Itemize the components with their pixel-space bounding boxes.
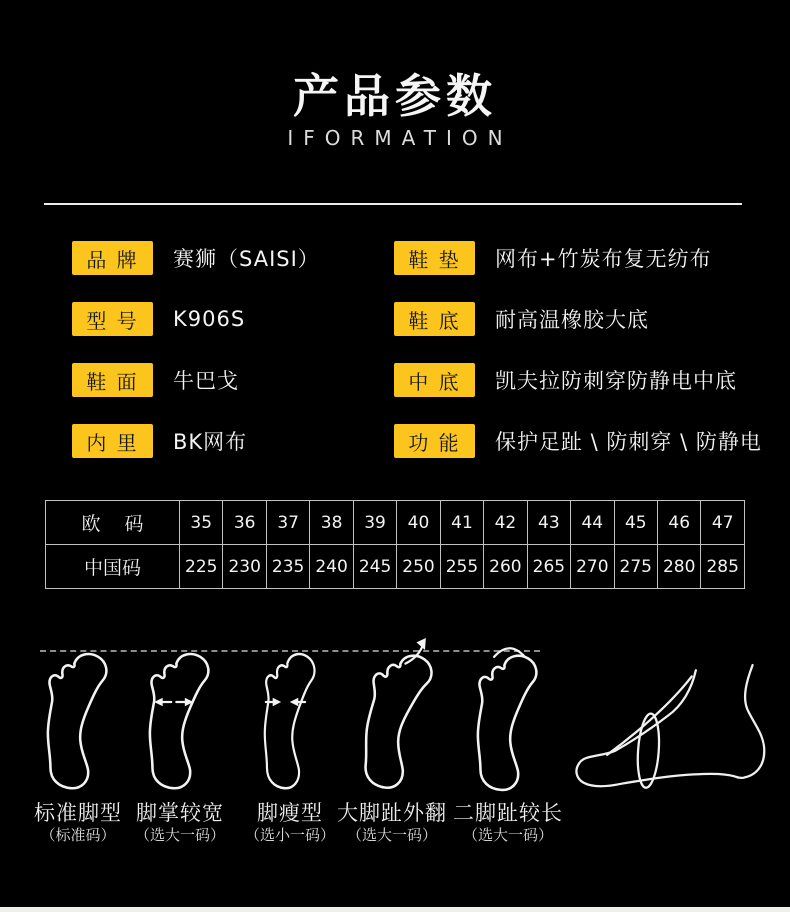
size-cell: 260	[484, 545, 527, 589]
spec-row-midsole	[394, 363, 737, 397]
size-cell: 240	[310, 545, 353, 589]
spec-label-badge: 鞋 垫	[394, 241, 475, 275]
spec-row-lining	[72, 424, 247, 458]
footprint-narrow-icon	[247, 650, 341, 795]
spec-row-upper	[72, 363, 239, 397]
foot-type-name: 二脚趾较长	[453, 801, 563, 825]
footprint-standard-icon	[35, 650, 129, 795]
size-cell: 265	[527, 545, 570, 589]
size-cell: 36	[223, 501, 266, 545]
bottom-edge-strip	[0, 907, 790, 912]
size-cell: 250	[397, 545, 440, 589]
size-cell: 41	[440, 501, 483, 545]
size-cell: 280	[657, 545, 700, 589]
size-cell: 285	[701, 545, 745, 589]
spec-value: K906S	[173, 307, 246, 331]
size-cell: 43	[527, 501, 570, 545]
footprint-bunion-icon	[349, 650, 443, 795]
size-cell: 44	[571, 501, 614, 545]
spec-value: 耐高温橡胶大底	[495, 308, 649, 332]
spec-label-badge: 内 里	[72, 424, 153, 458]
size-cell: 235	[266, 545, 309, 589]
spec-label-badge: 型 号	[72, 302, 153, 336]
width-expand-arrows-icon	[154, 698, 193, 707]
size-row-header: 中国码	[46, 545, 180, 589]
page-subtitle: IFORMATION	[287, 126, 513, 150]
foot-type-note: （选大一码）	[346, 826, 437, 844]
spec-label-badge: 功 能	[394, 424, 475, 458]
size-cell: 270	[571, 545, 614, 589]
size-cell: 45	[614, 501, 657, 545]
spec-value: 网布+竹炭布复无纺布	[495, 247, 712, 271]
size-cell: 40	[397, 501, 440, 545]
foot-type-name: 标准脚型	[34, 801, 122, 825]
spec-value: 保护足趾 \ 防刺穿 \ 防静电	[495, 430, 762, 454]
spec-row-model	[72, 302, 245, 336]
spec-row-outsole	[394, 302, 649, 336]
foot-type-note: （选大一码）	[462, 826, 553, 844]
size-row-cn	[46, 545, 745, 589]
spec-label-badge: 品 牌	[72, 241, 153, 275]
big-toe-rotate-arrow-icon	[405, 638, 425, 664]
foot-side-profile-icon	[568, 662, 768, 794]
spec-row-brand	[72, 241, 320, 275]
size-cell: 42	[484, 501, 527, 545]
size-cell: 255	[440, 545, 483, 589]
spec-value: 赛狮（SAISI）	[173, 247, 320, 271]
size-cell: 275	[614, 545, 657, 589]
page-title: 产品参数	[293, 69, 497, 123]
size-cell: 225	[180, 545, 223, 589]
size-row-eu	[46, 501, 745, 545]
spec-label-badge: 鞋 底	[394, 302, 475, 336]
spec-value: 牛巴戈	[173, 369, 239, 393]
size-cell: 37	[266, 501, 309, 545]
footprint-wide-icon	[137, 650, 231, 795]
size-cell: 230	[223, 545, 266, 589]
foot-type-note: （标准码）	[40, 826, 116, 844]
size-cell: 38	[310, 501, 353, 545]
spec-value: 凯夫拉防刺穿防静电中底	[495, 369, 737, 393]
size-cell: 47	[701, 501, 745, 545]
size-row-header: 欧 码	[46, 501, 180, 545]
footprint-long-second-toe-icon	[465, 650, 559, 795]
spec-row-function	[394, 424, 762, 458]
size-cell: 46	[657, 501, 700, 545]
foot-type-name: 脚瘦型	[257, 801, 323, 825]
spec-row-insole	[394, 241, 712, 275]
spec-value: BK网布	[173, 430, 248, 454]
foot-type-name: 脚掌较宽	[136, 801, 224, 825]
spec-label-badge: 中 底	[394, 363, 475, 397]
size-cell: 35	[180, 501, 223, 545]
foot-type-note: （选大一码）	[134, 826, 225, 844]
foot-type-name: 大脚趾外翻	[337, 801, 447, 825]
header-divider	[44, 203, 742, 205]
spec-label-badge: 鞋 面	[72, 363, 153, 397]
size-table	[45, 500, 745, 589]
size-cell: 39	[353, 501, 396, 545]
size-cell: 245	[353, 545, 396, 589]
foot-type-note: （选小一码）	[244, 826, 335, 844]
